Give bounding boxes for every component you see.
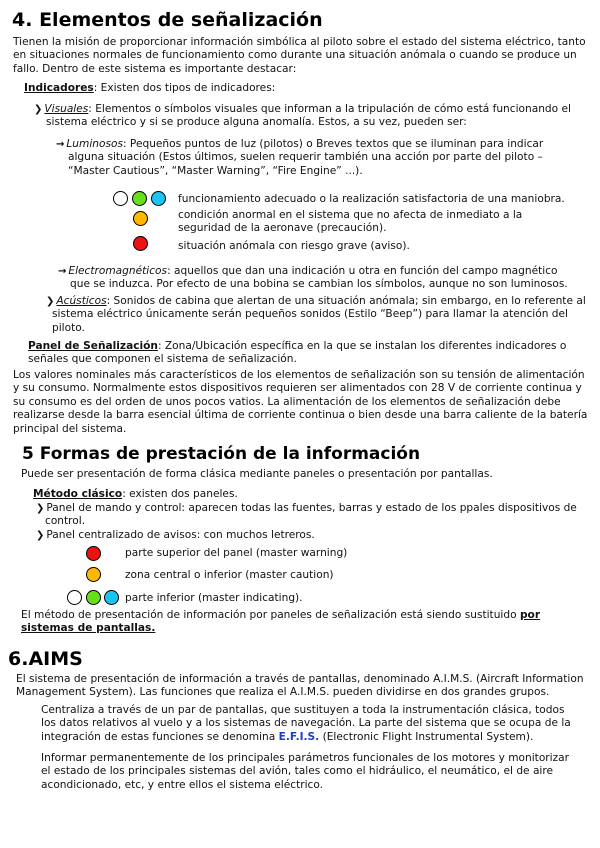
electromagneticos-label: Electromagnéticos xyxy=(68,265,168,277)
arrow-icon: ❯ xyxy=(36,530,45,541)
section-6-intro: El sistema de presentación de información a través de pantallas, denominado A.I.M.S. (Aircraft Information Management System). Las funciones que realiza el A.I.M.S. pueden dividirse en dos grandes grupos. xyxy=(16,673,584,699)
yellow-light-icon xyxy=(133,211,148,226)
visuales-text: : Elementos o símbolos visuales que informan a la tripulación de cómo está funcionando el sistema eléctrico y si se produce alguna anomalía. Estos, a su vez, pueden ser: xyxy=(46,103,571,129)
section-4-intro: Tienen la misión de proporcionar información simbólica al piloto sobre el estado del sistema eléctrico, tanto en situaciones normales de funcionamiento como durante una situación anómala o cuando se produce un fallo. Dentro de este sistema es importante destacar: xyxy=(13,36,586,75)
acusticos-text: : Sonidos de cabina que alertan de una situación anómala; sin embargo, en lo referente al sistema eléctrico únicamente serán pequeños sonidos (Estilo “Beep”) para llamar la atención del piloto. xyxy=(52,295,586,334)
legend-center: zona central o inferior (master caution) xyxy=(125,569,334,581)
arrow-icon: ❯ xyxy=(36,503,45,514)
section-5-closing xyxy=(21,609,586,636)
arrow-icon: ❯ xyxy=(34,104,43,115)
section-4-number: 4. xyxy=(12,9,33,31)
efis-acronym: E.F.I.S. xyxy=(278,730,320,743)
metodo-label: Método clásico xyxy=(33,488,123,500)
legend-ok: funcionamiento adecuado o la realización satisfactoria de una maniobra. xyxy=(178,193,565,205)
red-light-icon xyxy=(133,236,148,251)
visuales-label: Visuales xyxy=(44,103,89,115)
section-4-title: Elementos de señalización xyxy=(39,9,323,31)
closing-text: El método de presentación de información por paneles de señalización está siendo sustituido xyxy=(21,609,520,621)
section-6-title: AIMS xyxy=(28,648,83,670)
arrow-right-icon: → xyxy=(56,139,65,150)
indicadores-line xyxy=(24,82,584,95)
acusticos-item xyxy=(46,295,592,335)
yellow-light-icon xyxy=(86,567,101,582)
luminosos-item xyxy=(56,138,568,178)
panel-senalizacion-item xyxy=(28,340,583,367)
legend-bottom: parte inferior (master indicating). xyxy=(125,592,303,604)
green-light-icon xyxy=(132,191,147,206)
luminosos-label: Luminosos xyxy=(66,138,123,150)
section-5-intro: Puede ser presentación de forma clásica mediante paneles o presentación por pantallas. xyxy=(21,468,493,480)
aims-p1-text: Centraliza a través de un par de pantallas, que sustituyen a toda la instrumentación clásica, todos los datos relativos al vuelo y a los sistemas de navegación. La parte del sistema que se ocupa de la integración de estas funciones se denomina xyxy=(41,704,571,743)
aims-paragraph-1 xyxy=(41,704,571,744)
panel-label: Panel de Señalización xyxy=(28,340,158,352)
aims-p1-tail: (Electronic Flight Instrumental System). xyxy=(319,730,534,743)
visuales-item xyxy=(34,103,591,130)
electromagneticos-text: : aquellos que dan una indicación u otra en función del campo magnético que se induzca. Por efecto de una bobina se cambian los símbolos, aunque no son luminosos. xyxy=(70,265,568,291)
indicadores-label: Indicadores xyxy=(24,82,94,94)
panel-text: : Zona/Ubicación específica en la que se instalan los diferentes indicadores o señales que componen el sistema de señalización. xyxy=(28,340,567,366)
panel-avisos-item xyxy=(36,529,585,542)
legend-caution: condición anormal en el sistema que no afecta de inmediato a la seguridad de la aeronave (precaución). xyxy=(178,209,523,235)
cyan-light-icon xyxy=(104,590,119,605)
section-6-number: 6. xyxy=(8,648,29,670)
section-5-number: 5 xyxy=(22,444,34,464)
green-light-icon xyxy=(86,590,101,605)
metodo-line xyxy=(33,488,573,501)
legend-top: parte superior del panel (master warning) xyxy=(125,547,348,559)
metodo-text: : existen dos paneles. xyxy=(122,488,238,500)
panel-avisos-text: Panel centralizado de avisos: con muchos letreros. xyxy=(46,529,315,541)
aims-paragraph-2: Informar permanentemente de los principales parámetros funcionales de los motores y monitorizar el estado de los principales sistemas del avión, tales como el hidráulico, el neumático, el de aire acondicionado, etc, y entre ellos el sistema eléctrico. xyxy=(41,752,570,791)
luminosos-text: : Pequeños puntos de luz (pilotos) o Breves textos que se iluminan para indicar alguna situación (Estos últimos, suelen requerir también una acción por parte del piloto – “Master Cautious”, “Master Warning”, “Fire Engine” ...). xyxy=(68,138,544,177)
panel-mando-text: Panel de mando y control: aparecen todas las fuentes, barras y estado de los ppales dispositivos de control. xyxy=(45,502,577,528)
valores-paragraph: Los valores nominales más característicos de los elementos de señalización son su tensión de alimentación y su consumo. Normalmente estos dispositivos requieren ser alimentados con 28 V de corriente continua y su consumo es del orden de unos pocos vatios. La alimentación de los elementos de señalización debe realizarse desde la barra esencial última de corriente continua o bien desde una barra caliente de la batería principal del sistema. xyxy=(13,369,588,435)
arrow-right-icon: → xyxy=(58,266,67,277)
section-5-heading xyxy=(22,444,420,464)
legend-warning: situación anómala con riesgo grave (aviso). xyxy=(178,240,410,252)
section-4-heading xyxy=(12,9,323,31)
cyan-light-icon xyxy=(151,191,166,206)
acusticos-label: Acústicos xyxy=(56,295,107,307)
section-6-heading xyxy=(8,648,83,670)
red-light-icon xyxy=(86,546,101,561)
arrow-icon: ❯ xyxy=(46,296,55,307)
electromagneticos-item xyxy=(58,265,580,292)
closing-link: por sistemas de pantallas. xyxy=(21,609,541,635)
panel-mando-item xyxy=(36,502,585,529)
indicadores-text: : Existen dos tipos de indicadores: xyxy=(93,82,276,94)
white-light-icon xyxy=(67,590,82,605)
white-light-icon xyxy=(113,191,128,206)
section-5-title: Formas de prestación de la información xyxy=(39,444,421,464)
